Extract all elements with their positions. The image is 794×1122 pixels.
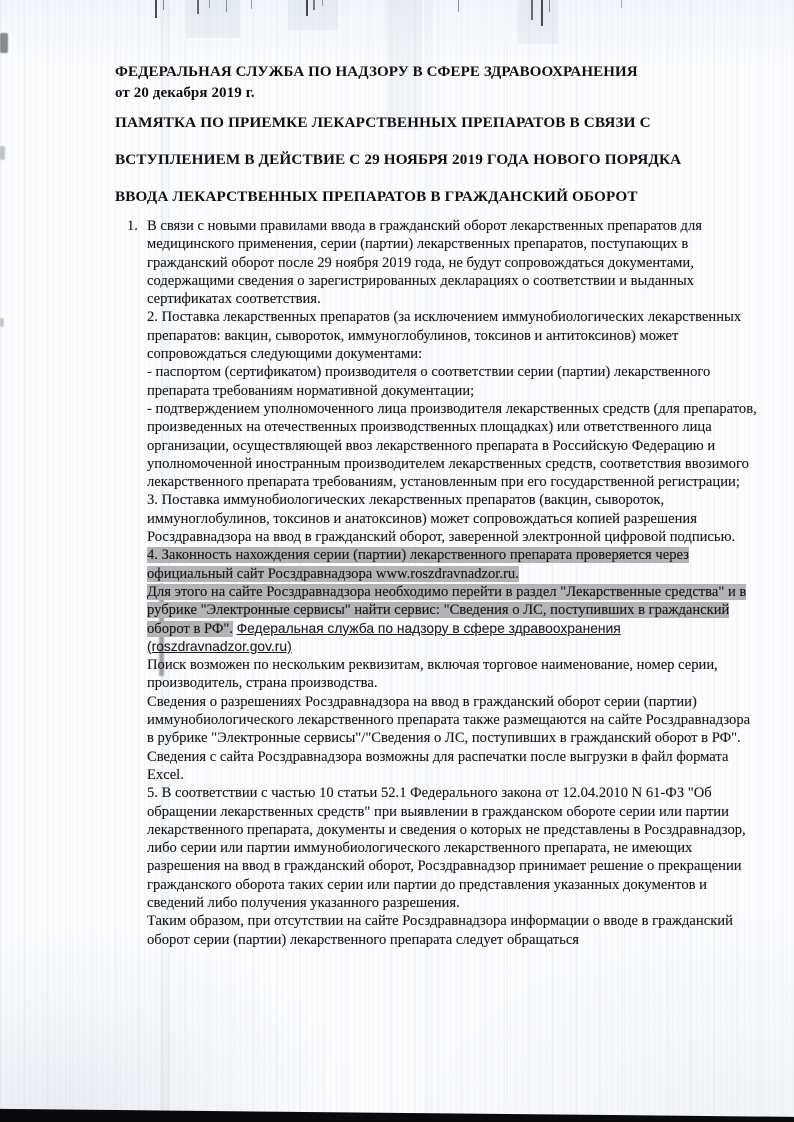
scan-streak [313, 0, 315, 10]
document-body [115, 217, 760, 949]
scan-streak [306, 0, 308, 16]
paragraph-1-text: В связи с новыми правилами ввода в гражданский оборот лекарственных препаратов для медицинского применения, серии (партии) лекарственных препаратов, поступающих в гражданский оборот после 29 ноября 2019 года, не будут сопровождаться документами, содержащими сведения о зарегистрированных декларациях о соответствии и выданных сертификатах соответствия. [147, 218, 702, 308]
title-line-1: ПАМЯТКА ПО ПРИЕМКЕ ЛЕКАРСТВЕННЫХ ПРЕПАРАТОВ В СВЯЗИ С [115, 114, 651, 131]
scan-streak [531, 0, 533, 20]
highlighted-text-a: 4. Законность нахождения серии (партии) лекарственного препарата проверяется через официальный сайт Росздравнадзора www.roszdravnadzor.ru. [147, 547, 689, 582]
paragraph-2: 2. Поставка лекарственных препаратов (за исключением иммунобиологических лекарственных препаратов: вакцин, сывороток, иммуноглобулинов, токсинов и антитоксинов) может сопровождаться следующими документами: [147, 309, 742, 363]
paragraph-8: 5. В соответствии с частью 10 статьи 52.1 Федерального закона от 12.04.2010 N 61-ФЗ "Об обращении лекарственных средств" при выявлении в гражданском обороте серии или партии лекарственного препарата, документы и сведения о которых не представлены в Росздравнадзор, либо серии или партии иммунобиологического лекарственного препарата, не имеющих разрешения на ввод в гражданский оборот, Росздравнадзор принимает решение о прекращении гражданского оборота таких серии или партии до представления указанных документов и сведений либо получения указанного разрешения. [147, 785, 746, 911]
title-line-3: ВВОДА ЛЕКАРСТВЕННЫХ ПРЕПАРАТОВ В ГРАЖДАНСКИЙ ОБОРОТ [115, 188, 638, 205]
scan-streak [458, 0, 459, 12]
paragraph-dash-2: - подтверждением уполномоченного лица производителя лекарственных средств (для препаратов, произведенных на отечественных производственных площадках) или ответственного лица организации, осуществляющей ввоз лекарственного препарата в Российскую Федерацию и уполномоченной иностранным производителем лекарственных средств, соответствия ввозимого лекарственного препарата требованиям, установленным при его государственной регистрации; [147, 400, 757, 491]
title-line-2: ВСТУПЛЕНИЕМ В ДЕЙСТВИЕ С 29 НОЯБРЯ 2019 ГОДА НОВОГО ПОРЯДКА [115, 151, 682, 168]
scan-streak [226, 0, 227, 12]
scan-edge-shadow [0, 1106, 794, 1122]
scan-smudge [0, 33, 8, 53]
scan-streak [322, 0, 323, 6]
scan-streak [197, 0, 199, 14]
document-issuer: ФЕДЕРАЛЬНАЯ СЛУЖБА ПО НАДЗОРУ В СФЕРЕ ЗДРАВООХРАНЕНИЯ [115, 64, 638, 80]
scan-streak [155, 0, 157, 18]
scan-streak [549, 0, 550, 12]
document-date: от 20 декабря 2019 г. [115, 85, 255, 101]
scan-smudge [0, 146, 5, 160]
scan-streak [163, 0, 164, 10]
paragraph-9: Таким образом, при отсутствии на сайте Росздравнадзора информации о вводе в гражданский оборот серии (партии) лекарственного препарата следует обращаться [147, 913, 733, 948]
document-title [115, 104, 765, 215]
paragraph-4 [147, 546, 760, 656]
scan-streak [209, 0, 210, 8]
scan-band [186, 0, 240, 38]
paragraph-7: Сведения с сайта Росздравнадзора возможны для распечатки после выгрузки в файл формата Excel. [147, 748, 729, 783]
highlighted-text-b: Для этого на сайте Росздравнадзора необходимо перейти в раздел "Лекарственные средства" и в рубрике "Электронные сервисы" найти сервис: "Сведения о ЛС, поступивших в гражданский оборот в РФ". [147, 583, 747, 637]
scan-streak [251, 0, 252, 9]
scan-smudge [0, 318, 4, 327]
paragraph-6: Сведения о разрешениях Росздравнадзора на ввод в гражданский оборот серии (партии) иммунобиологического лекарственного препарата также размещаются на сайте Росздравнадзора в рубрике "Электронные сервисы"/"Сведения о ЛС, поступивших в гражданский оборот в РФ". [147, 693, 751, 747]
paragraph-dash-1: - паспортом (сертификатом) производителя о соответствии серии (партии) лекарственного препарата требованиям нормативной документации; [147, 364, 711, 399]
document-content [115, 62, 765, 949]
scan-streak [541, 0, 543, 26]
list-number: 1. [127, 218, 138, 234]
paragraph-5: Поиск возможен по нескольким реквизитам, включая торговое наименование, номер серии, производитель, страна производства. [147, 657, 718, 692]
roszdravnadzor-hyperlink[interactable]: Федеральная служба по надзору в сфере здравоохранения (roszdravnadzor.gov.ru) [147, 620, 621, 654]
paragraph-1 [127, 217, 760, 308]
scan-band [518, 0, 558, 44]
scan-streak [621, 0, 622, 8]
paragraph-3: 3. Поставка иммунобиологических лекарственных препаратов (вакцин, сывороток, иммуноглобулинов, токсинов и анатоксинов) может сопровождаться копией разрешения Росздравнадзора на ввод в гражданский оборот, заверенной электронной цифровой подписью. [147, 492, 736, 546]
